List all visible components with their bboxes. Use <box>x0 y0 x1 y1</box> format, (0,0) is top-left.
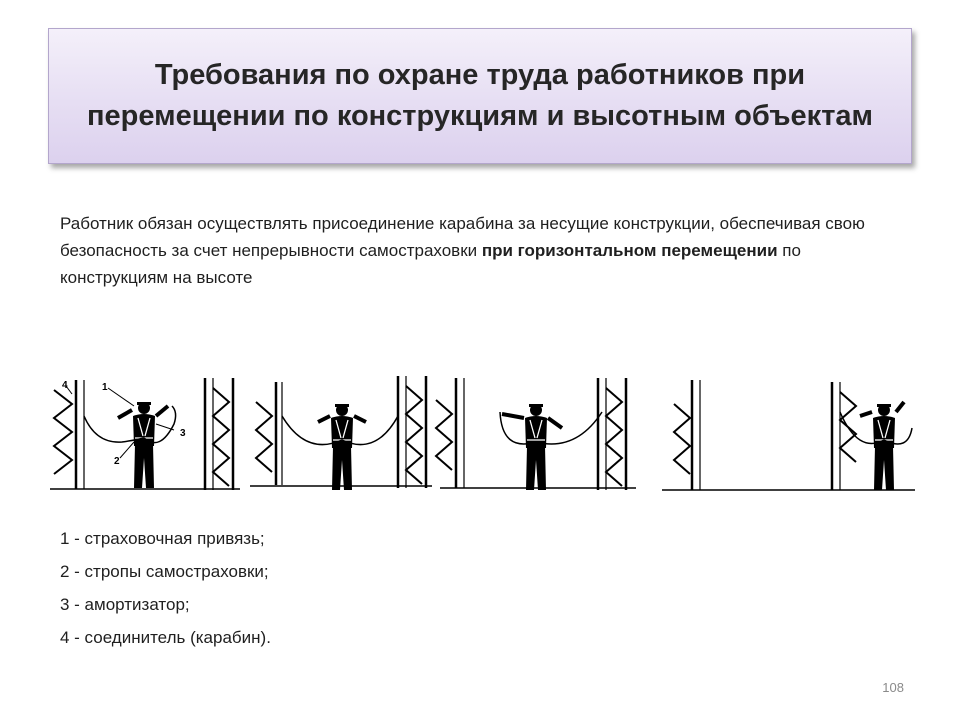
slide-title-box <box>48 28 912 164</box>
intro-paragraph <box>60 210 900 291</box>
legend-item-3: 3 - амортизатор; <box>60 595 190 614</box>
legend-item-1: 1 - страховочная привязь; <box>60 529 265 548</box>
panel-1 <box>50 378 240 490</box>
intro-text-2: по конструкциям на высоте <box>60 241 801 287</box>
page-number: 108 <box>882 680 904 695</box>
intro-text-bold: при горизонтальном перемещении <box>481 241 778 260</box>
illustration <box>50 372 915 497</box>
callout-1: 1 <box>102 382 108 393</box>
intro-text-1: Работник обязан осуществлять присоединение карабина за несущие конструкции, обеспечивая свою безопасность за счет непрерывности самостраховки <box>60 214 865 260</box>
panel-2 <box>250 376 432 490</box>
callout-2: 2 <box>114 456 120 467</box>
callout-3: 3 <box>180 428 186 439</box>
legend-item-2: 2 - стропы самостраховки; <box>60 562 269 581</box>
legend-list <box>60 528 660 660</box>
callout-4: 4 <box>62 380 68 391</box>
slide-title: Требования по охране труда работников при перемещении по конструкциям и высотным объектам <box>87 59 873 132</box>
legend-item-4: 4 - соединитель (карабин). <box>60 628 271 647</box>
panel-4 <box>662 380 915 490</box>
panel-3 <box>436 378 636 490</box>
